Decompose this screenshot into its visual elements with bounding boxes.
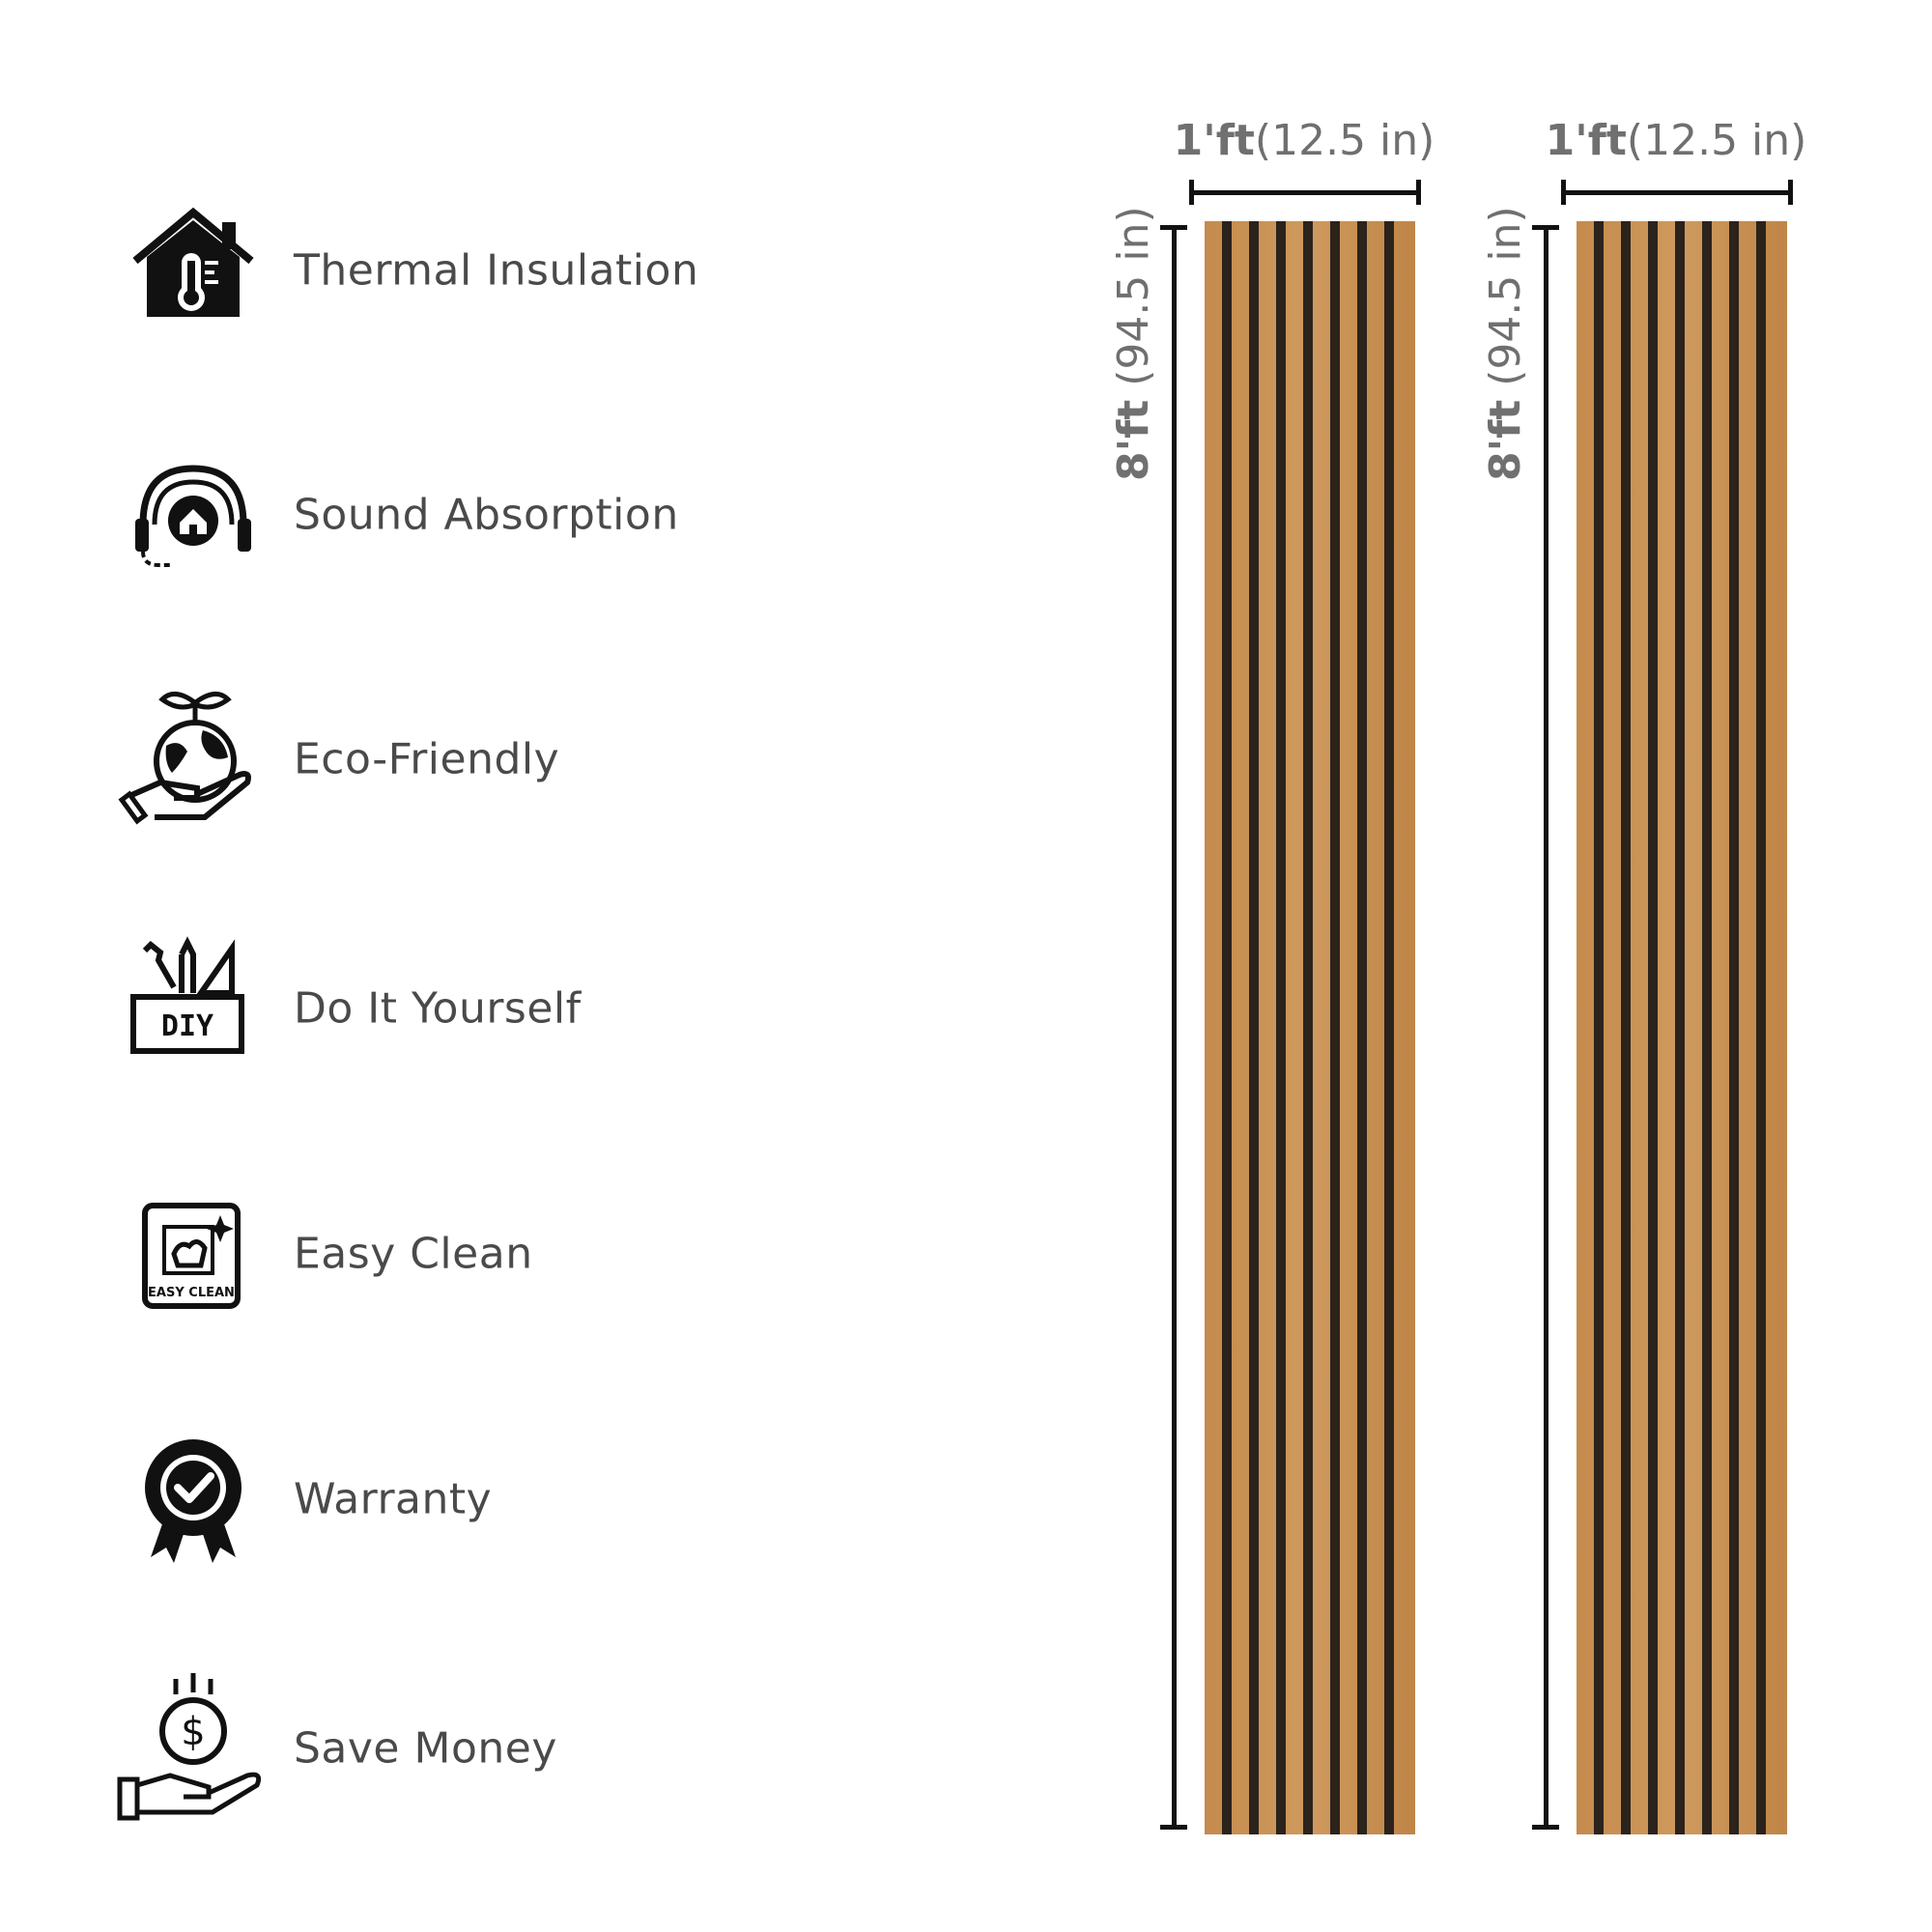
- height-feet: 8'ft: [1109, 399, 1158, 481]
- diy-badge: DIY: [160, 1009, 214, 1043]
- feature-label: Eco-Friendly: [294, 734, 560, 784]
- panel-2-height-tick-top: [1532, 225, 1559, 230]
- panel-1-height-tick-bottom: [1160, 1825, 1187, 1830]
- headphones-house-icon: [116, 438, 270, 592]
- panel-2-height-tick-bottom: [1532, 1825, 1559, 1830]
- panel-2-width-line: [1563, 190, 1793, 195]
- panel-1-width-line: [1191, 190, 1421, 195]
- panel-1: [1205, 221, 1415, 1834]
- money-hand-icon: [116, 1671, 270, 1826]
- width-feet: 1'ft: [1173, 116, 1255, 165]
- panel-slot: [1330, 221, 1340, 1834]
- panel-1-height-line: [1172, 225, 1177, 1830]
- panel-slot: [1675, 221, 1685, 1834]
- panel-2-height-line: [1544, 225, 1548, 1830]
- feature-sound-absorption: [116, 438, 985, 592]
- feature-label: Easy Clean: [294, 1229, 533, 1279]
- feature-label: Save Money: [294, 1723, 557, 1774]
- panel-2-width-tick-left: [1561, 180, 1566, 205]
- panel-slot: [1621, 221, 1631, 1834]
- feature-eco-friendly: [116, 682, 985, 837]
- panel-slot: [1648, 221, 1658, 1834]
- panel-slot: [1594, 221, 1604, 1834]
- panel-2-height-label: [1481, 206, 1530, 481]
- panel-slot: [1222, 221, 1232, 1834]
- panel-1-height-tick-top: [1160, 225, 1187, 230]
- globe-in-hand-icon: [116, 682, 270, 837]
- height-feet: 8'ft: [1481, 399, 1530, 481]
- diy-tools-icon: [116, 931, 270, 1086]
- svg-text:$: $: [181, 1710, 206, 1754]
- panel-2-width-tick-right: [1788, 180, 1793, 205]
- easy-clean-badge: EASY CLEAN: [148, 1286, 235, 1300]
- feature-label: Sound Absorption: [294, 490, 679, 540]
- panel-slot: [1276, 221, 1286, 1834]
- feature-label: Warranty: [294, 1474, 493, 1524]
- easy-clean-icon: [116, 1177, 270, 1331]
- panel-slot: [1756, 221, 1766, 1834]
- panel-2-width-label: [1546, 116, 1807, 165]
- width-inches: (12.5 in): [1626, 116, 1807, 165]
- feature-easy-clean: [116, 1177, 985, 1331]
- feature-save-money: [116, 1671, 985, 1826]
- thermometer-house-icon: [116, 193, 270, 348]
- panel-1-width-label: [1174, 116, 1435, 165]
- feature-do-it-yourself: [116, 931, 985, 1086]
- feature-thermal-insulation: [116, 193, 985, 348]
- panel-slot: [1702, 221, 1712, 1834]
- panel-1-width-tick-right: [1416, 180, 1421, 205]
- panel-slot: [1303, 221, 1313, 1834]
- panel-1-width-tick-left: [1189, 180, 1194, 205]
- feature-label: Thermal Insulation: [294, 245, 699, 296]
- height-inches: (94.5 in): [1481, 206, 1530, 400]
- height-inches: (94.5 in): [1109, 206, 1158, 400]
- feature-label: Do It Yourself: [294, 983, 582, 1034]
- panel-slot: [1384, 221, 1394, 1834]
- width-feet: 1'ft: [1545, 116, 1627, 165]
- panel-slot: [1249, 221, 1259, 1834]
- panel-slot: [1729, 221, 1739, 1834]
- width-inches: (12.5 in): [1254, 116, 1435, 165]
- panel-slot: [1357, 221, 1367, 1834]
- panel-2: [1577, 221, 1787, 1834]
- panel-1-height-label: [1109, 206, 1158, 481]
- warranty-badge-icon: [116, 1422, 270, 1577]
- feature-warranty: [116, 1422, 985, 1577]
